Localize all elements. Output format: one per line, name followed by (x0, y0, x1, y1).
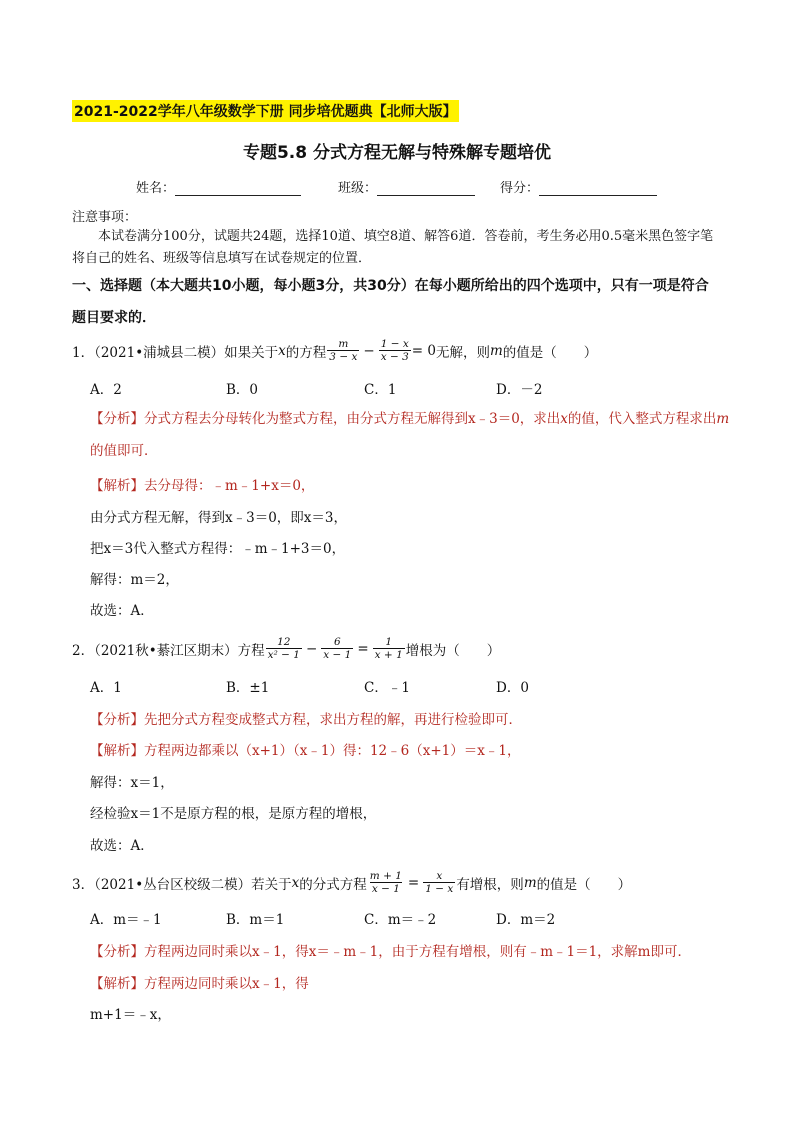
q1-analysis-x: x (560, 411, 568, 427)
q1-f1-numerator: m (338, 338, 349, 350)
q2-sol-1: 方程两边都乘以（x+1）（x﹣1）得：12﹣6（x+1）＝x﹣1， (144, 743, 521, 759)
q3-fraction-2 (423, 870, 455, 895)
q1-suffix-1: 无解，则 (435, 344, 490, 361)
q3-f2-denominator: 1 − x (425, 883, 454, 895)
q3-suffix-2: 的值是（ ） (536, 876, 632, 893)
q1-solution-tag: 【解析】 (90, 478, 144, 494)
q1-analysis-tag: 【分析】 (90, 411, 144, 427)
q1-solution-line-3: 把x＝3代入整式方程得：﹣m﹣1+3＝0， (90, 541, 346, 557)
q1-analysis-m: m (716, 411, 730, 427)
class-blank[interactable] (377, 181, 475, 196)
q2-f1-numerator: 12 (277, 636, 291, 648)
q1-minus: − (363, 342, 375, 359)
section-heading: 一、选择题（本大题共10小题，每小题3分，共30分）在每小题所给出的四个选项中，只有一项是符合题目要求的． (72, 278, 709, 326)
q1-analysis-text-2: ，求出 (519, 411, 561, 427)
q3-fraction-1 (368, 870, 404, 895)
q3-option-c[interactable]: C．m＝﹣2 (364, 912, 437, 928)
q1-option-a[interactable]: A．2 (90, 382, 122, 398)
q2-fraction-2 (321, 636, 353, 661)
q3-options (90, 908, 730, 928)
q3-suffix-1: 有增根，则 (456, 876, 524, 893)
q2-eq: = (357, 640, 369, 657)
q1-f2-numerator: 1 − x (380, 338, 409, 350)
class-label: 班级： (338, 181, 378, 196)
q1-analysis-text-1: 分式方程去分母转化为整式方程，由分式方程无解得到 (144, 411, 468, 427)
q2-analysis-tag: 【分析】 (90, 712, 144, 728)
q3-f1-numerator: m + 1 (369, 870, 402, 882)
q3-option-d[interactable]: D．m＝2 (496, 912, 556, 928)
q3-analysis (90, 940, 691, 960)
q1-option-b[interactable]: B．0 (226, 382, 259, 398)
q2-f3-numerator: 1 (385, 636, 393, 648)
q1-analysis-text-3: 的值，代入整式方程求出 (567, 411, 717, 427)
q2-solution-line-4: 故选：A． (90, 838, 154, 854)
q1-fraction-2 (379, 338, 411, 363)
notice-text: 本试卷满分100分，试题共24题，选择10道、填空8道、解答6道．答卷前，考生务必用0.5毫米黑色签字笔将自己的姓名、班级等信息填写在试卷规定的位置． (72, 229, 714, 266)
name-label: 姓名： (136, 181, 176, 196)
q1-var-x: x (278, 342, 286, 359)
q1-analysis-text-4: 的值即可． (90, 443, 158, 459)
q2-prefix: 2．（2021秋•綦江区期末）方程 (72, 642, 265, 659)
q1-prefix: 1．（2021•浦城县二模）如果关于 (72, 344, 279, 361)
q3-solution-tag: 【解析】 (90, 976, 144, 992)
notice-heading: 注意事项： (72, 210, 138, 225)
q2-solution-line-3: 经检验x＝1不是原方程的根，是原方程的增根， (90, 806, 377, 822)
q3-f2-numerator: x (436, 870, 443, 882)
name-field (136, 177, 301, 196)
q1-option-c[interactable]: C．1 (364, 382, 397, 398)
q1-mid: 的方程 (285, 344, 327, 361)
q2-analysis-text: 先把分式方程变成整式方程，求出方程的解，再进行检验即可． (144, 712, 522, 728)
q3-solution-line-1 (90, 972, 309, 992)
q3-f1-denominator: x − 1 (371, 883, 400, 895)
q2-suffix: 增根为（ ） (405, 642, 501, 659)
name-blank[interactable] (175, 181, 301, 196)
q3-solution-line-2: m+1＝﹣x， (90, 1007, 171, 1023)
q3-analysis-text: 方程两边同时乘以x﹣1，得x＝﹣m﹣1，由于方程有增根，则有﹣m﹣1＝1，求解m即可． (144, 944, 691, 960)
series-banner: 2021-2022学年八年级数学下册 同步培优题典【北师大版】 (72, 100, 459, 122)
q3-sol-1: 方程两边同时乘以x﹣1，得 (144, 976, 309, 992)
q1-solution-line-2: 由分式方程无解，得到x﹣3＝0，即x＝3， (90, 510, 347, 526)
q2-options (90, 676, 730, 696)
q3-analysis-tag: 【分析】 (90, 944, 144, 960)
question-3-stem (72, 870, 631, 895)
q3-option-a[interactable]: A．m＝﹣1 (90, 912, 162, 928)
q1-solution-line-4: 解得：m＝2， (90, 572, 179, 588)
q1-option-d[interactable]: D．－2 (496, 382, 543, 398)
q3-eq: = (407, 874, 420, 891)
q1-eq: = 0 (411, 342, 436, 359)
q1-f2-denominator: x − 3 (380, 351, 409, 363)
q1-analysis-expr: x﹣3＝0 (468, 411, 520, 427)
score-field (500, 177, 657, 196)
q2-f1-denominator: x² − 1 (267, 649, 300, 661)
q1-analysis (90, 403, 730, 467)
score-blank[interactable] (539, 181, 657, 196)
q2-minus: − (305, 640, 318, 657)
q3-mid: 的分式方程 (299, 876, 367, 893)
question-2-stem (72, 636, 500, 661)
q2-fraction-3 (373, 636, 405, 661)
q1-options (90, 378, 730, 398)
q2-option-c[interactable]: C．﹣1 (364, 680, 410, 696)
q3-var-x: x (291, 874, 300, 891)
q1-suffix-2: 的值是（ ） (502, 344, 598, 361)
q2-f2-numerator: 6 (333, 636, 341, 648)
q1-f1-denominator: 3 − x (329, 351, 358, 363)
q1-fraction-1 (327, 338, 359, 363)
q2-fraction-1 (266, 636, 302, 661)
page-title: 专题5.8 分式方程无解与特殊解专题培优 (242, 143, 552, 163)
q2-solution-line-2: 解得：x＝1， (90, 775, 174, 791)
q1-var-m: m (489, 342, 503, 359)
q2-f3-denominator: x + 1 (374, 649, 403, 661)
class-field (338, 177, 475, 196)
q1-solution-line-5: 故选：A． (90, 603, 154, 619)
q3-prefix: 3．（2021•丛台区校级二模）若关于 (72, 876, 292, 893)
q2-option-a[interactable]: A．1 (90, 680, 122, 696)
q3-option-b[interactable]: B．m＝1 (226, 912, 285, 928)
score-label: 得分： (500, 181, 540, 196)
q1-sol-1: 去分母得：﹣m﹣1+x＝0， (144, 478, 315, 494)
q2-analysis (90, 708, 522, 728)
q3-var-m: m (523, 874, 537, 891)
q2-f2-denominator: x − 1 (323, 649, 352, 661)
q2-option-b[interactable]: B．±1 (226, 680, 270, 696)
q2-solution-tag: 【解析】 (90, 743, 144, 759)
q2-solution-line-1 (90, 739, 520, 759)
question-1-stem (72, 338, 597, 363)
q2-option-d[interactable]: D．0 (496, 680, 529, 696)
q1-solution-line-1 (90, 474, 314, 494)
